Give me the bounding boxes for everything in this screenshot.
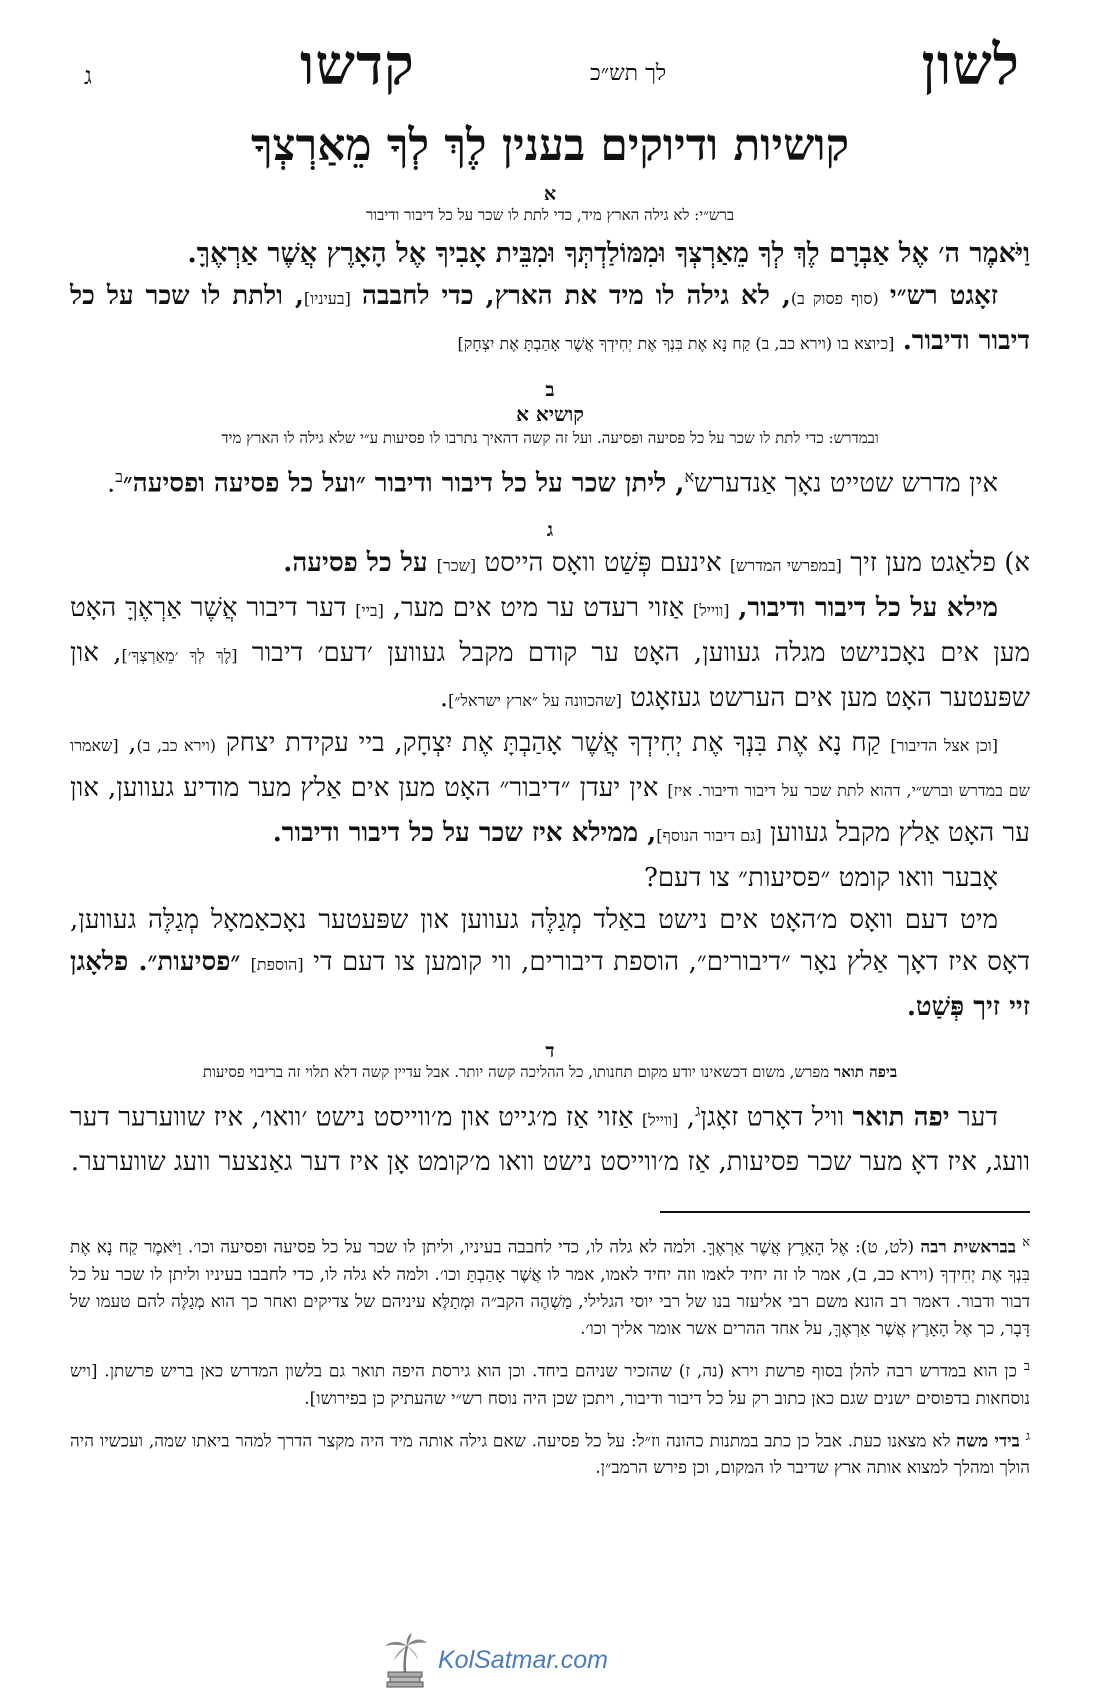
bracket-note: [ווייל] bbox=[693, 600, 730, 620]
page-number: ג bbox=[84, 62, 92, 90]
section-c-paragraph-1 bbox=[70, 542, 1030, 587]
section-letter-d: ד bbox=[545, 1039, 555, 1062]
bracket-note: [ווייל] bbox=[641, 1110, 679, 1130]
watermark-text: KolSatmar.com bbox=[438, 1645, 608, 1674]
kolsatmar-watermark bbox=[380, 1632, 608, 1688]
footnote bbox=[70, 1229, 1030, 1343]
text-run: דער דיבור אֲשֶׁר אַרְאֶךָּ האָט מען אים נאָכנישט מגלה געווען, האָט ער קודם מקבל געווען ׳דעם׳ דיבור bbox=[70, 592, 1031, 668]
bracket-note: [במפרשי המדרש] bbox=[729, 555, 842, 575]
section-b-note: ובמדרש: כדי לתת לו שכר על כל פסיעה ופסיעה. ועל זה קשה דהאיך נתרבו לו פסיעות ע״י שלא גילה לו הארץ מיד bbox=[221, 429, 879, 447]
text-run: , bbox=[118, 727, 137, 758]
note-text: מפרש, משום דכשאינו יודע מקום תחנותו, כל ההליכה קשה יותר. אבל עדיין קשה דלא תלוי זה בריבוי פסיעות bbox=[202, 1062, 834, 1081]
text-run: אַזוי רעדט ער מיט אים מער, bbox=[392, 592, 693, 623]
question-heading: קושיא א bbox=[516, 402, 584, 426]
text-run: ״פסיעות״. פלאָגן זיי זיך פְּשַׁט. bbox=[70, 946, 1030, 1022]
running-header bbox=[70, 28, 1030, 108]
footnote-text: לא מצאנו כעת. אבל כן כתב במתנות כהונה וז״ל: על כל פסיעה. שאם גילה אותה מיד היה מקצר הדרך למהר ביאתו שמה, ועכשיו היה הולך ומהלך למצוא אותה ארץ שדיבר לו המקום, וכן פירש הרמב״ן. bbox=[70, 1431, 1030, 1479]
bracket-note: [וכן אצל הדיבור] bbox=[890, 735, 999, 755]
ref-source: (סוף פסוק ב) bbox=[790, 289, 879, 308]
header-parasha: לך תש״כ bbox=[590, 61, 667, 86]
footnote bbox=[70, 1423, 1030, 1483]
section-b-paragraph bbox=[70, 456, 1030, 505]
rashi-lead: זאָגט רש״י bbox=[889, 281, 998, 311]
page-title: קושיות ודיוקים בענין לֶךְ לְךָ מֵאַרְצְךָ bbox=[250, 120, 850, 171]
section-c-paragraph-5 bbox=[70, 899, 1030, 1028]
bracket-note: [שאמרו שם במדרש וברש״י, דהוא לתת שכר על דיבור ודיבור. איז] bbox=[70, 735, 1030, 800]
section-c-paragraph-3 bbox=[70, 722, 1030, 857]
footnote bbox=[70, 1353, 1030, 1413]
text-run: וויל דאָרט זאָגן bbox=[700, 1102, 853, 1133]
bracket-note: [שכר] bbox=[436, 555, 477, 575]
text-run: מילא על כל דיבור ודיבור, bbox=[738, 592, 998, 623]
section-c-question: אָבער וואו קומט ״פסיעות״ צו דעם? bbox=[643, 862, 998, 893]
rashi-quote-cont: , ולתת לו שכר על כל דיבור ודיבור. bbox=[70, 281, 1030, 356]
text-run: א) פלאַגט מען זיך bbox=[850, 547, 1030, 578]
footnote-divider bbox=[660, 1211, 1030, 1213]
footnote-marker: ג bbox=[695, 1100, 701, 1120]
bracket-note: [גם דיבור הנוסף] bbox=[656, 825, 762, 845]
footnote-lead: בידי משה bbox=[956, 1431, 1020, 1452]
section-d-note bbox=[70, 1063, 1030, 1082]
footnote-marker: א bbox=[684, 467, 695, 486]
section-d-paragraph bbox=[70, 1090, 1030, 1184]
text-run: . bbox=[439, 682, 449, 713]
text-run: מיט דעם וואָס מ׳האָט אים נישט באַלד מְגַלֶּה געווען און שפּעטער נאָכאַמאָל מְגַלֶּה געווען, דאָס איז דאָך אַלץ נאָר ״דיבורים״, הוספת דיבורים, ווי קומען צו דעם די bbox=[70, 904, 1031, 977]
palm-tree-books-icon bbox=[380, 1632, 430, 1688]
text-run: , און שפּעטער האָט מען אים הערשט געזאָגט bbox=[70, 637, 1030, 713]
footnote-mark: ב bbox=[1023, 1358, 1030, 1374]
footnote-mark: ג bbox=[1025, 1428, 1031, 1444]
header-word-right: לשון bbox=[921, 32, 1020, 98]
rashi-quote: , לא גילה לו מיד את הארץ, כדי לחבבה bbox=[362, 281, 791, 311]
footnote-text: (לט, ט): אֶל הָאָרֶץ אֲשֶׁר אַרְאֶךָּ. ולמה לא גלה לו, כדי לחבבה בעיניו, וליתן לו שכר על כל פסיעה ופסיעה וכו׳. וַיֹּאמֶר קַח נָא אֶת בִּנְךָ אֶת יְחִידְךָ (וירא כב, ב), אמר לו זה יחיד לאמו וזה יחיד לאמו, אמר לו אֲשֶׁר אָהַבְתָּ וכו׳. ולמה לא גלה לו, כדי לחבבו בעיניו וליתן לו שכר על כל דבור ודבור. דאמר רב הונא משם רבי אליעזר בנו של רבי יוסי הגלילי, מַשְׁהֶה הקב״ה וּמְתַלֶּא עיניהם של צדיקים ואחר כך הוא מְגַלֶּה להם טעמו של דָּבָר, כך אֶל הָאָרֶץ אֲשֶׁר אַרְאֶךָּ, על אחד ההרים אשר אומר אליך וכו׳. bbox=[70, 1237, 1030, 1339]
text-run: אַזוי אַז מ׳גייט און מ׳ווייסט נישט ׳וואו׳, איז שווערער דער וועג, איז דאָ מער שכר פסיעות, אַז מ׳ווייסט נישט וואו מ׳קומט אָן איז דער גאַנצער וועג שווערער. bbox=[70, 1102, 1030, 1178]
section-c-paragraph-2 bbox=[70, 587, 1030, 722]
bracket-note: [ביי] bbox=[355, 600, 384, 620]
bracket-note: [הוספת] bbox=[250, 954, 304, 974]
text-run: אינעם פְּשַׁט וואָס הייסט bbox=[484, 547, 730, 578]
text-run: . bbox=[106, 468, 116, 499]
text-run: על כל פסיעה. bbox=[283, 547, 437, 578]
bracket-note: [שהכוונה על ״ארץ ישראל״] bbox=[448, 690, 622, 710]
verse-text: וַיֹּאמֶר ה׳ אֶל אַבְרָם לֶךְ לְךָ מֵאַרְצְךָ וּמִמּוֹלַדְתְּךָ וּמִבֵּית אָבִיךָ אֶל הָאָרֶץ אֲשֶׁר אַרְאֶךָּ. bbox=[187, 238, 1030, 269]
footnote-marker: ב bbox=[115, 467, 123, 486]
note-lead: ביפה תואר bbox=[833, 1062, 898, 1081]
text-run: , bbox=[678, 1102, 696, 1133]
footnote-mark: א bbox=[1022, 1235, 1030, 1251]
text-run: אין יעדן ״דיבור״ האָט מען אים אַלץ מער מודיע געווען, און ער האָט אַלץ מקבל געווען bbox=[70, 772, 1030, 848]
bracket-note: [לֶךְ לְךָ ׳מֵאַרְצְךָ׳] bbox=[121, 645, 238, 665]
section-letter-a: א bbox=[543, 183, 557, 205]
section-letter-c: ג bbox=[546, 518, 554, 541]
ref-source: (וירא כב, ב) bbox=[136, 735, 217, 755]
bracket-note: [בעיניו] bbox=[303, 289, 351, 308]
text-run: קַח נָא אֶת בִּנְךָ אֶת יְחִידְךָ אֲשֶׁר אָהַבְתָּ אֶת יִצְחָק, ביי עקידת יצחק bbox=[225, 727, 891, 758]
bracket-note: [כיוצא בו (וירא כב, ב) קַח נָא אֶת בִּנְךָ אֶת יְחִידְךָ אֲשֶׁר אָהַבְתָּ אֶת יִצְחָק] bbox=[457, 334, 895, 353]
section-a-paragraph bbox=[70, 275, 1030, 365]
text-run: יפה תואר bbox=[852, 1102, 950, 1133]
header-word-left: קדשו bbox=[300, 32, 415, 98]
text-run: דער bbox=[949, 1102, 998, 1133]
section-a-note: ברש״י: לא גילה הארץ מיד, כדי לתת לו שכר על כל דיבור ודיבור bbox=[365, 206, 735, 224]
text-run: אין מדרש שטייט נאָך אַנדערש bbox=[694, 468, 998, 499]
footnote-lead: בבראשית רבה bbox=[920, 1237, 1016, 1258]
text-run: , ממילא איז שכר על כל דיבור ודיבור. bbox=[272, 817, 657, 848]
footnote-text: כן הוא במדרש רבה להלן בסוף פרשת וירא (נה, ז) שהזכיר שניהם ביחד. וכן הוא גירסת היפה תואר גם בלשון המדרש כאן בריש פרשתן. [ויש נוסחאות בדפוסים ישנים שגם כאן כתוב רק על כל דיבור ודיבור, ויתכן שכן היה נוסח רש״י שהעתיק כן בפירושו]. bbox=[70, 1361, 1030, 1409]
section-letter-b: ב bbox=[545, 379, 555, 401]
text-run: , ליתן שכר על כל דיבור ודיבור ״ועל כל פסיעה ופסיעה״ bbox=[122, 468, 685, 499]
